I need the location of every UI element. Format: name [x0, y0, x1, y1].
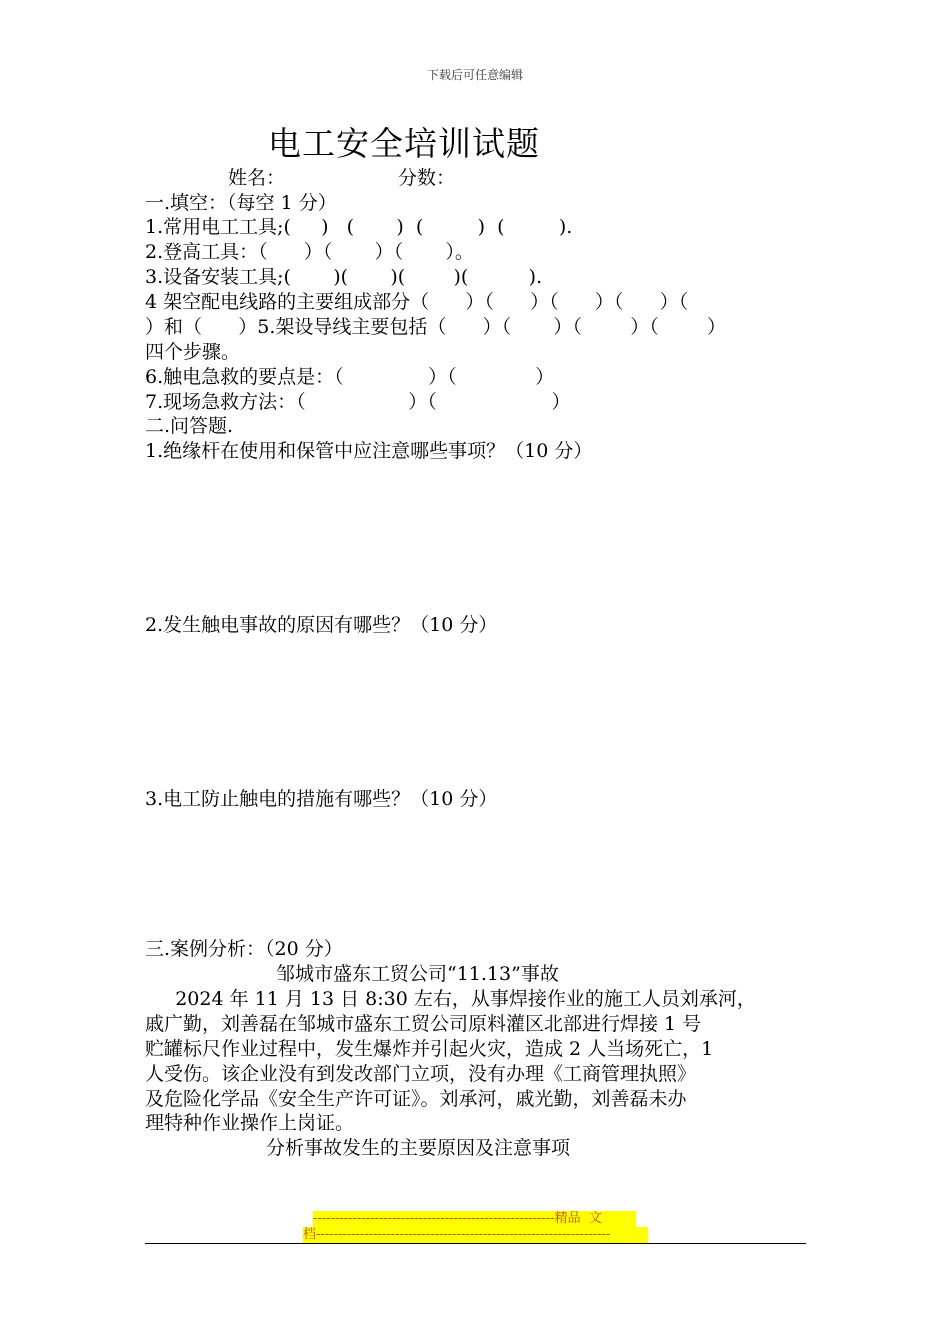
header-note: 下载后可任意编辑: [426, 68, 523, 82]
section2-heading: 二.问答题.: [145, 415, 234, 437]
case-paragraph-line: 理特种作业操作上岗证。: [145, 1112, 355, 1134]
fill-q6: 6.触电急救的要点是：（ ）（ ）: [145, 366, 555, 388]
fill-q1: 1.常用电工工具;( ) ( ) ( ) ( ).: [145, 216, 573, 238]
score-label: 分数：: [398, 167, 456, 189]
fill-q2: 2.登高工具：（ ）（ ）（ ）。: [145, 241, 474, 263]
fill-q3: 3.设备安装工具;( )( )( )( ).: [145, 266, 543, 288]
fill-q4-line1: 4 架空配电线路的主要组成部分（ ）（ ）（ ）（ ）（: [145, 291, 689, 313]
qa-q1: 1.绝缘杆在使用和保管中应注意哪些事项？（10 分）: [145, 440, 593, 462]
name-label: 姓名：: [228, 167, 286, 189]
case-paragraph-line: 2024 年 11 月 13 日 8:30 左右，从事焊接作业的施工人员刘承河，: [145, 988, 756, 1010]
fill-q4-line3: 四个步骤。: [145, 341, 241, 363]
page-title: 电工安全培训试题: [268, 124, 540, 163]
footer-banner-line2: 档-------------------------------------------------------------------: [303, 1227, 648, 1243]
case-paragraph-line: 贮罐标尺作业过程中，发生爆炸并引起火灾，造成 2 人当场死亡，1: [145, 1038, 714, 1060]
case-paragraph-line: 及危险化学品《安全生产许可证》。刘承河，戚光勤，刘善磊未办: [145, 1088, 687, 1110]
case-question: 分析事故发生的主要原因及注意事项: [266, 1137, 571, 1159]
qa-q2: 2.发生触电事故的原因有哪些？（10 分）: [145, 614, 498, 636]
case-paragraph-line: 人受伤。该企业没有到发改部门立项，没有办理《工商管理执照》: [145, 1063, 697, 1085]
case-title: 邹城市盛东工贸公司“11.13”事故: [276, 963, 559, 985]
qa-q3: 3.电工防止触电的措施有哪些？（10 分）: [145, 788, 498, 810]
section1-heading: 一.填空：（每空 1 分）: [145, 192, 337, 214]
fill-q7: 7.现场急救方法：（ ）（ ）: [145, 391, 571, 413]
section3-heading: 三.案例分析：（20 分）: [145, 938, 343, 960]
footer-banner-line1: -------------------------------------------------------精品 文: [313, 1211, 636, 1227]
footer-rule: [145, 1243, 806, 1244]
fill-q4-line2: ）和（ ）5.架设导线主要包括（ ）（ ）（ ）（ ）: [145, 316, 727, 338]
case-paragraph-line: 戚广勤，刘善磊在邹城市盛东工贸公司原料灌区北部进行焊接 1 号: [145, 1013, 702, 1035]
